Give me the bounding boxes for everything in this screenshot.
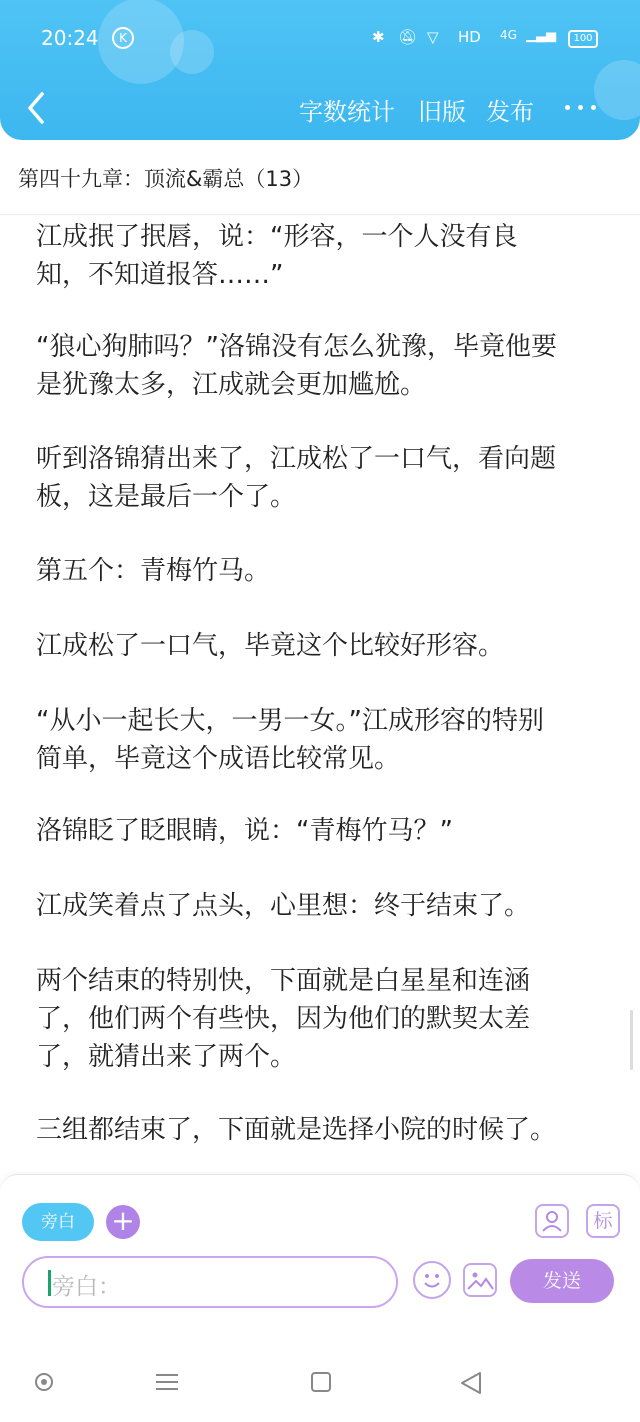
old-version-button[interactable]: 旧版 [418,98,466,126]
paragraph: 听到洛锦猜出来了，江成松了一口气，看向题 板，这是最后一个了。 [36,444,557,512]
image-icon [465,1265,495,1295]
back-triangle-icon[interactable] [458,1370,484,1396]
signal-bars-icon: ▁▃▅ [526,28,556,43]
hd-indicator: HD [458,28,481,46]
mark-label: 标 [593,1210,613,1232]
word-count-button[interactable]: 字数统计 [299,98,395,126]
wifi-icon: ▽ [427,28,439,46]
bluetooth-icon: ✱ [372,28,385,46]
paragraph: “狼心狗肺吗？”洛锦没有怎么犹豫，毕竟他要 是犹豫太多，江成就会更加尴尬。 [36,332,557,400]
role-selector-chip[interactable]: 旁白 [22,1203,94,1241]
character-icon[interactable] [535,1204,569,1238]
send-button[interactable]: 发送 [510,1259,614,1303]
input-placeholder: 旁白： [52,1274,121,1300]
battery-icon: 100 [568,30,598,48]
add-role-button[interactable]: + [106,1205,140,1239]
assistant-icon[interactable] [35,1373,53,1391]
paragraph: 江成笑着点了点头，心里想：终于结束了。 [36,891,531,921]
home-square-icon[interactable] [311,1372,331,1392]
emoji-icon [415,1263,449,1297]
menu-icon[interactable] [156,1372,178,1392]
system-nav-bar [0,1308,640,1422]
mark-button[interactable] [586,1204,620,1238]
person-icon [537,1206,567,1236]
back-arrow-icon[interactable] [24,90,50,126]
clock: 20:24 [41,26,99,50]
emoji-button[interactable] [413,1261,451,1299]
mute-bell-icon: 🔕︎ [398,28,418,46]
divider [0,214,640,215]
top-nav [0,78,640,138]
app-badge-icon: K [112,27,134,49]
paragraph: 江成抿了抿唇，说：“形容，一个人没有良 知，不知道报答……” [36,222,518,290]
signal-4g-indicator: 4G [500,28,517,42]
text-caret [48,1270,51,1296]
paragraph: 洛锦眨了眨眼睛，说：“青梅竹马？” [36,816,453,846]
paragraph: 两个结束的特别快，下面就是白星星和连涵 了，他们两个有些快，因为他们的默契太差 了，就猜出来了两个。 [36,966,531,1072]
app-header [0,0,640,140]
scrollbar[interactable] [630,1010,633,1070]
paragraph: 江成松了一口气，毕竟这个比较好形容。 [36,631,505,661]
image-button[interactable] [463,1263,497,1297]
chapter-title[interactable]: 第四十九章：顶流&霸总（13） [18,167,314,191]
paragraph: 第五个：青梅竹马。 [36,556,271,586]
paragraph: 三组都结束了，下面就是选择小院的时候了。 [36,1115,557,1145]
status-bar [0,0,640,78]
compose-panel [0,1174,640,1309]
more-options-icon[interactable] [563,93,599,121]
message-input[interactable] [22,1256,398,1308]
publish-button[interactable]: 发布 [486,98,534,126]
paragraph: “从小一起长大，一男一女。”江成形容的特别 简单，毕竟这个成语比较常见。 [36,706,544,774]
